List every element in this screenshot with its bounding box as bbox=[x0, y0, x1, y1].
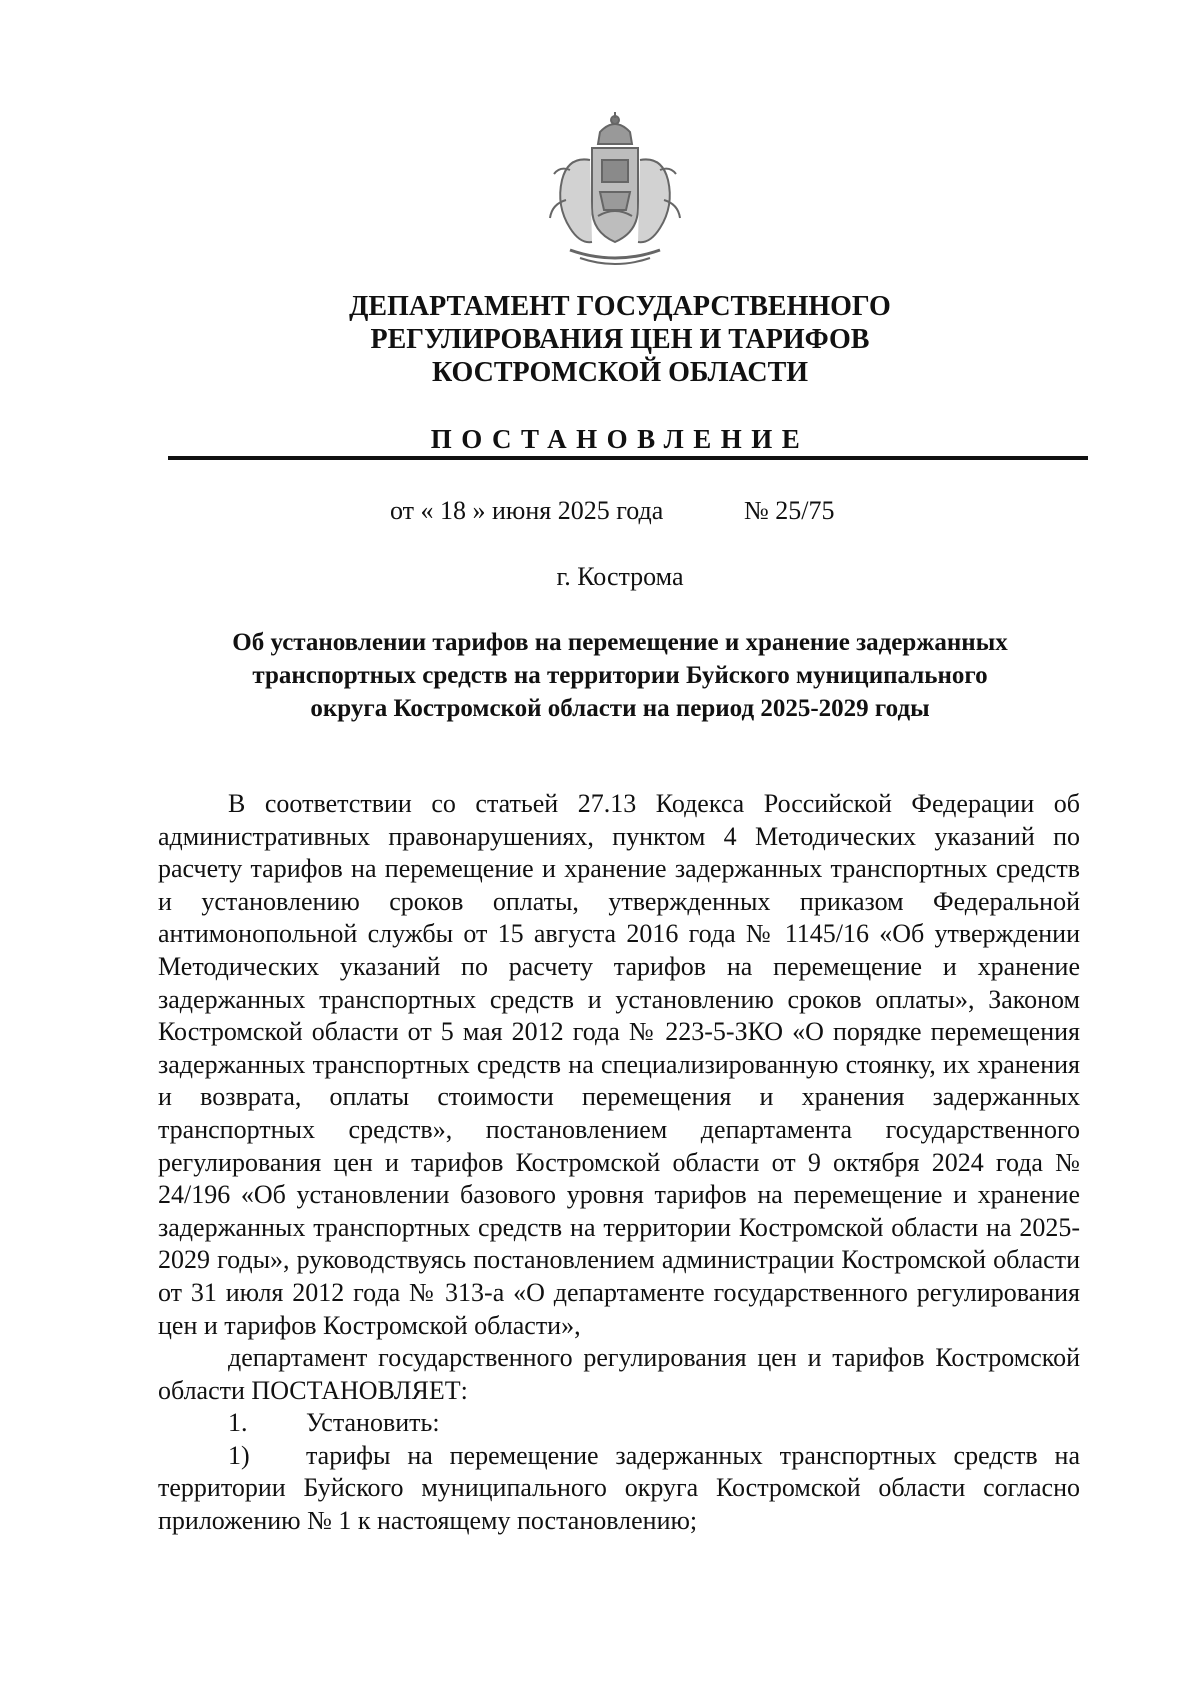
item-text: Установить: bbox=[306, 1408, 440, 1438]
title-line-3: округа Костромской области на период 2025-2029 годы bbox=[310, 695, 930, 722]
item-number: 1. bbox=[228, 1408, 248, 1438]
document-date: от « 18 » июня 2025 года bbox=[390, 496, 664, 525]
department-line-2: РЕГУЛИРОВАНИЯ ЦЕН И ТАРИФОВ bbox=[370, 324, 870, 355]
preamble-paragraph: В соответствии со статьей 27.13 Кодекса Российской Федерации об административных правонарушениях, пунктом 4 Методических указаний по расчету тарифов на перемещение и хранение задержанных транспортных средств и установлению сроков оплаты, утвержденных приказом Федеральной антимонопольной службы от 15 августа 2016 года № 1145/16 «Об утверждении Методических указаний по расчету тарифов на перемещение и хранение задержанных транспортных средств и установлению сроков оплаты», Законом Костромской области от 5 мая 2012 года № 223-5-ЗКО «О порядке перемещения задержанных транспортных средств на специализированную стоянку, их хранения и возврата, оплаты стоимости перемещения и хранения задержанных транспортных средств», постановлением департамента государственного регулирования цен и тарифов Костромской области от 9 октября 2024 года № 24/196 «Об установлении базового уровня тарифов на перемещение и хранение задержанных транспортных средств на территории Костромской области на 2025-2029 годы», руководствуясь постановлением администрации Костромской области от 31 июля 2012 года № 313-а «О департаменте государственного регулирования цен и тарифов Костромской области», bbox=[158, 789, 1080, 1340]
resolves-paragraph: департамент государственного регулирования цен и тарифов Костромской области ПОСТАНОВЛЯЕТ: bbox=[158, 1343, 1080, 1405]
title-line-1: Об установлении тарифов на перемещение и хранение задержанных bbox=[232, 629, 1008, 656]
sub-item-1 bbox=[158, 1440, 1080, 1538]
sub-item-text: тарифы на перемещение задержанных транспортных средств на территории Буйского муниципального округа Костромской области согласно приложению № 1 к настоящему постановлению; bbox=[158, 1440, 1080, 1536]
coat-of-arms-emblem bbox=[540, 110, 690, 270]
document-number: № 25/75 bbox=[744, 496, 835, 525]
department-line-1: ДЕПАРТАМЕНТ ГОСУДАРСТВЕННОГО bbox=[349, 291, 891, 322]
title-line-2: транспортных средств на территории Буйского муниципального bbox=[252, 662, 988, 689]
list-item-1 bbox=[158, 1407, 1080, 1440]
date-number-line bbox=[0, 496, 1200, 526]
document-type: ПОСТАНОВЛЕНИЕ bbox=[430, 424, 810, 454]
sub-item-number: 1) bbox=[228, 1440, 250, 1470]
document-title bbox=[160, 626, 1080, 725]
document-body bbox=[158, 788, 1080, 1538]
document-city: г. Кострома bbox=[556, 562, 684, 591]
department-name bbox=[160, 290, 1080, 389]
header-divider bbox=[168, 456, 1088, 460]
department-line-3: КОСТРОМСКОЙ ОБЛАСТИ bbox=[431, 357, 809, 388]
